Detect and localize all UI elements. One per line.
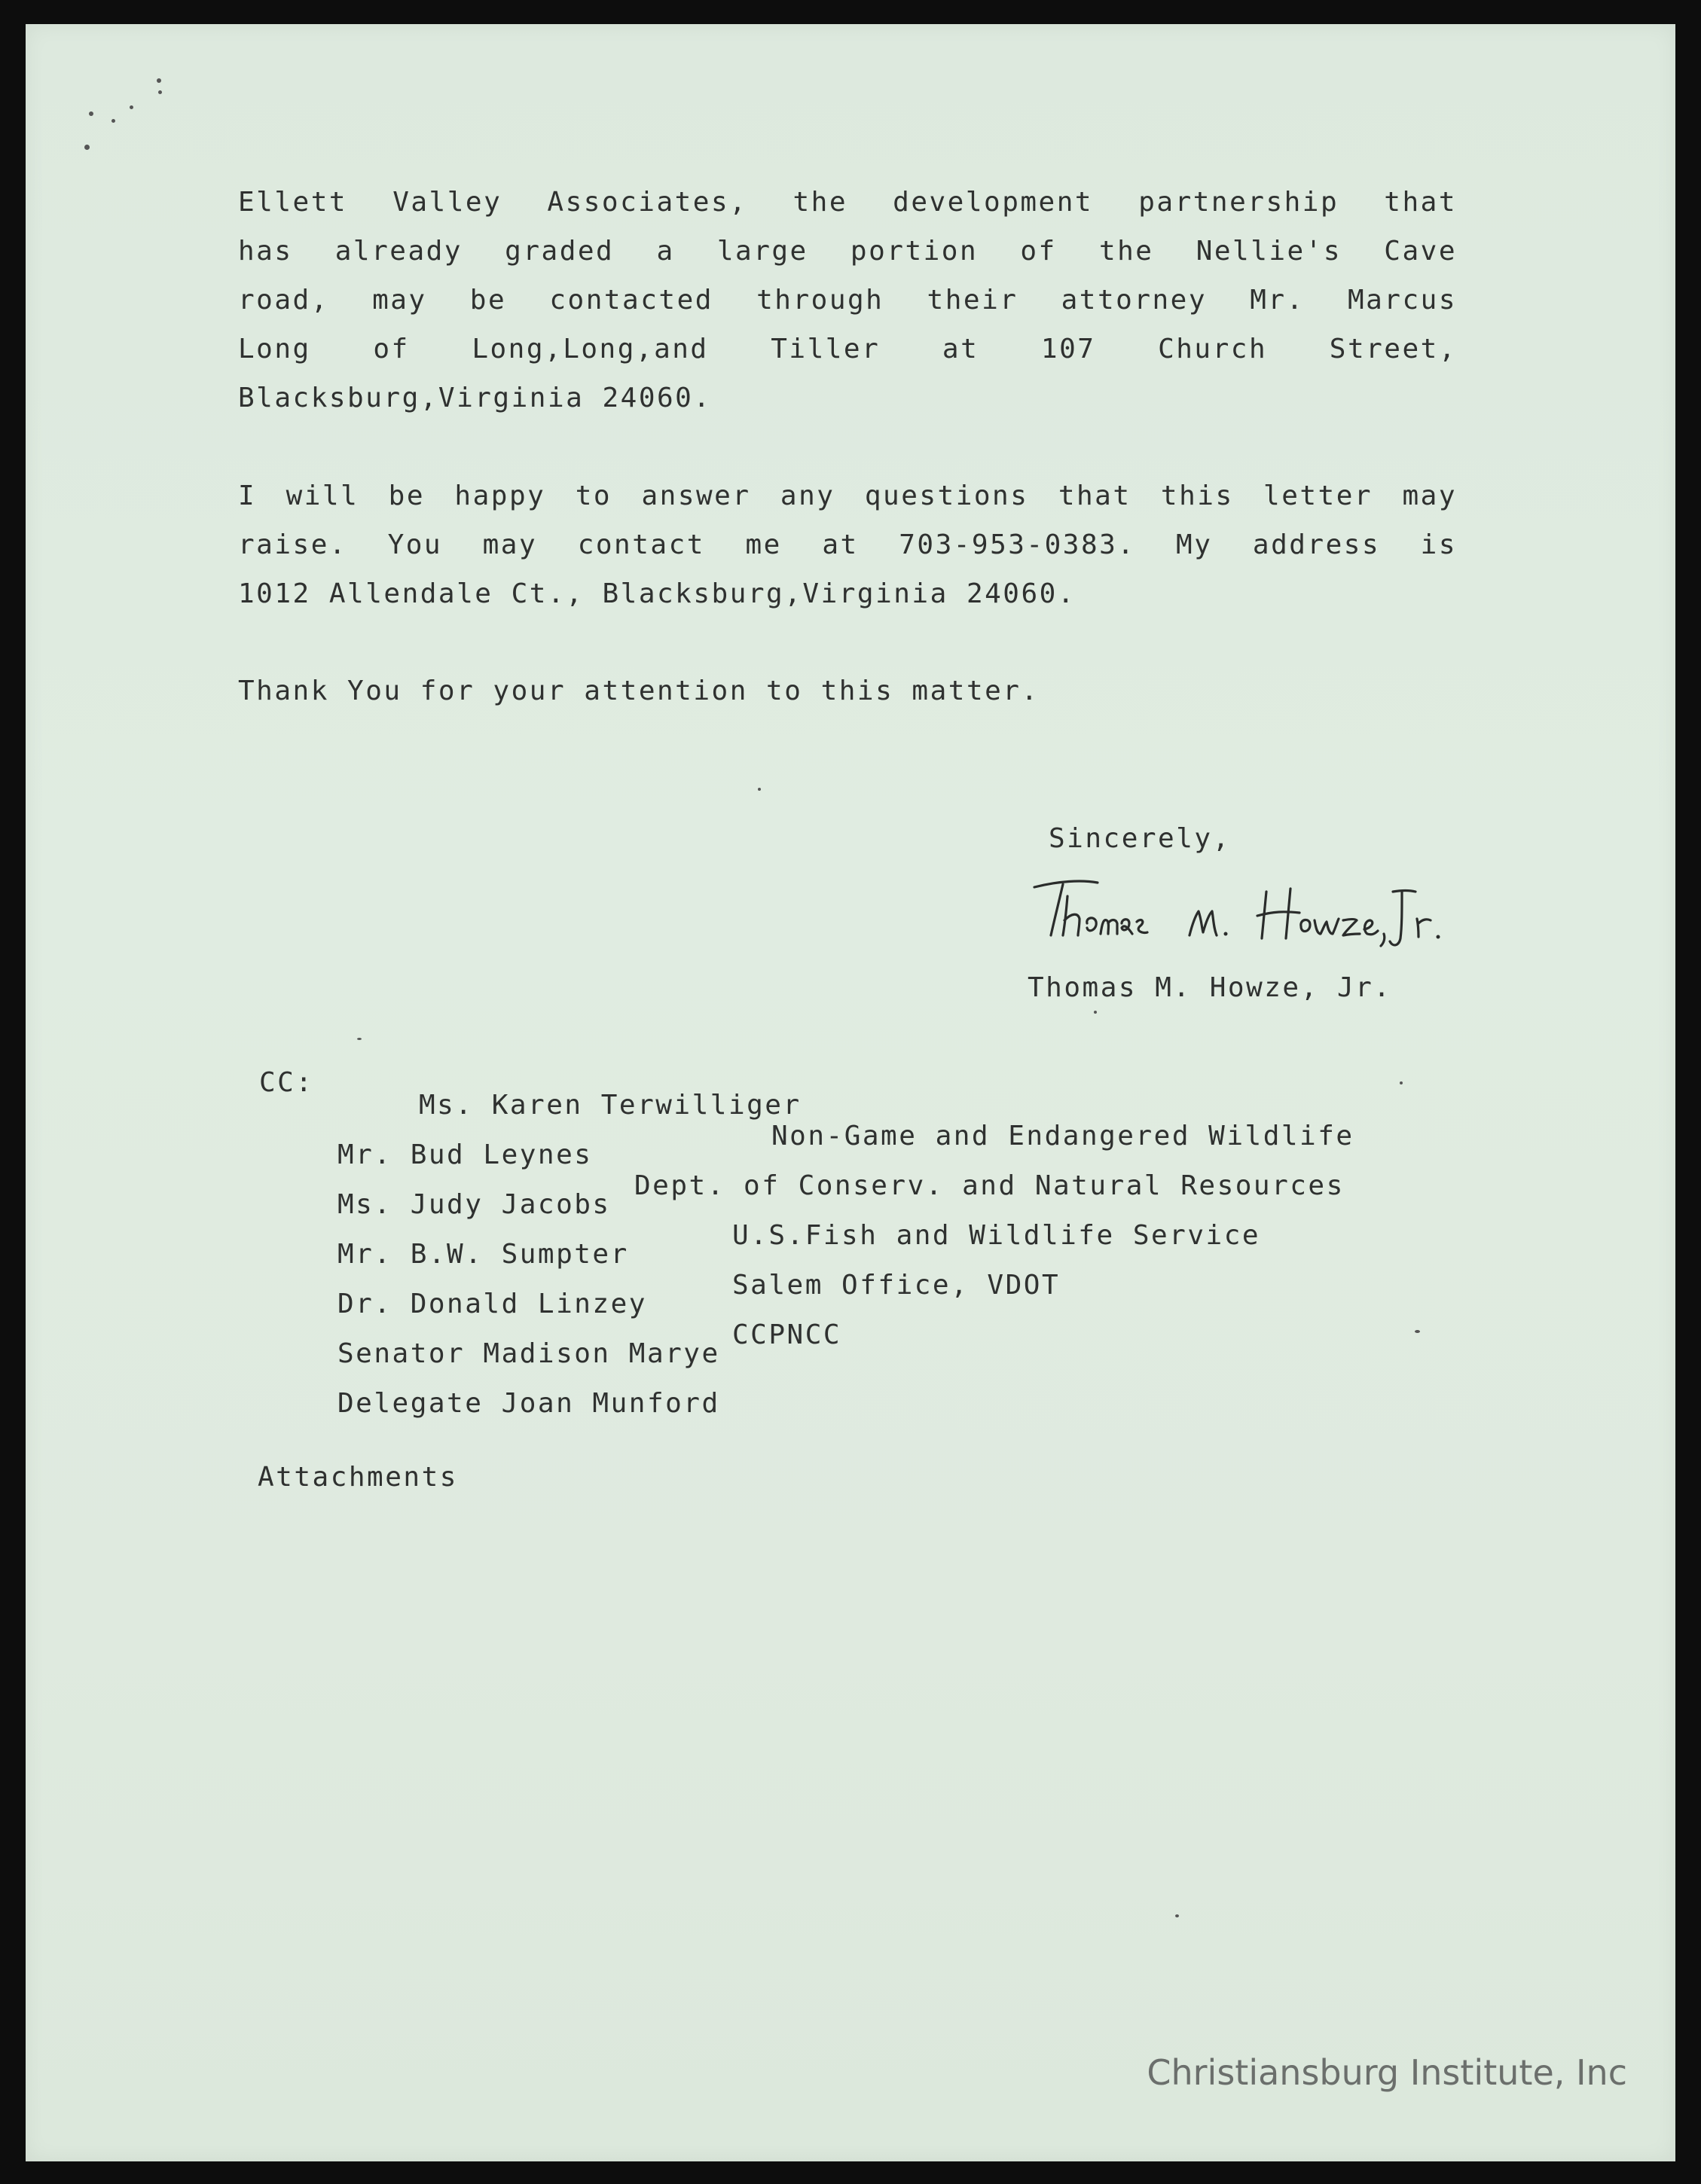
paragraph-line: Ellett Valley Associates, the development partnership that: [238, 187, 1457, 218]
paper-speck: [157, 78, 161, 83]
handwritten-signature: [1028, 874, 1465, 956]
cc-name: Mr. B.W. Sumpter: [337, 1239, 629, 1270]
closing: Sincerely,: [1049, 823, 1231, 854]
paper-speck: [130, 105, 133, 109]
signer-name: Thomas M. Howze, Jr.: [1028, 972, 1392, 1003]
cc-name: Delegate Joan Munford: [337, 1388, 720, 1419]
paper-speck: [1400, 1081, 1403, 1084]
paragraph-thanks: Thank You for your attention to this matter.: [238, 676, 1040, 706]
paper-speck: [84, 145, 90, 150]
cc-organization: Non-Game and Endangered Wildlife: [771, 1121, 1354, 1151]
cc-recipient: [0, 1258, 842, 1350]
cc-name: Dr. Donald Linzey: [337, 1289, 647, 1319]
cc-organization: Dept. of Conserv. and Natural Resources: [634, 1170, 1345, 1201]
cc-label: CC:: [259, 1067, 314, 1098]
paper-speck: [758, 788, 761, 791]
cc-organization: U.S.Fish and Wildlife Service: [732, 1220, 1261, 1251]
paragraph-line: raise. You may contact me at 703-953-0383. My address is: [238, 529, 1457, 560]
paragraph-line: Blacksburg,Virginia 24060.: [238, 383, 712, 413]
cc-name: Ms. Judy Jacobs: [337, 1189, 611, 1220]
paper-speck: [89, 111, 93, 116]
paper-speck: [1415, 1330, 1420, 1333]
paragraph-line: Long of Long,Long,and Tiller at 107 Church Street,: [238, 334, 1457, 365]
archive-watermark: Christiansburg Institute, Inc: [1147, 2052, 1627, 2093]
paragraph-line: has already graded a large portion of the Nellie's Cave: [238, 236, 1457, 267]
paragraph-developer-contact: [238, 178, 1457, 422]
paper-speck: [111, 119, 115, 123]
paragraph-author-contact: [238, 471, 1457, 618]
paper-speck: [158, 90, 162, 94]
cc-name: Ms. Karen Terwilliger: [419, 1090, 802, 1121]
paragraph-line: 1012 Allendale Ct., Blacksburg,Virginia 24060.: [238, 578, 1076, 609]
paragraph-line: I will be happy to answer any questions that this letter may: [238, 480, 1457, 511]
cc-name: Senator Madison Marye: [337, 1338, 720, 1369]
paper-speck: [357, 1038, 362, 1040]
cc-name: Mr. Bud Leynes: [337, 1139, 593, 1170]
cc-organization: CCPNCC: [732, 1319, 842, 1350]
cc-organization: Salem Office, VDOT: [732, 1270, 1061, 1301]
cc-recipient: [0, 1307, 720, 1369]
paragraph-line: road, may be contacted through their attorney Mr. Marcus: [238, 285, 1457, 316]
enclosure-note: Attachments: [258, 1462, 458, 1493]
paper-speck: [1175, 1914, 1179, 1917]
paper-speck: [1094, 1011, 1097, 1014]
cc-recipient: [0, 1357, 720, 1419]
